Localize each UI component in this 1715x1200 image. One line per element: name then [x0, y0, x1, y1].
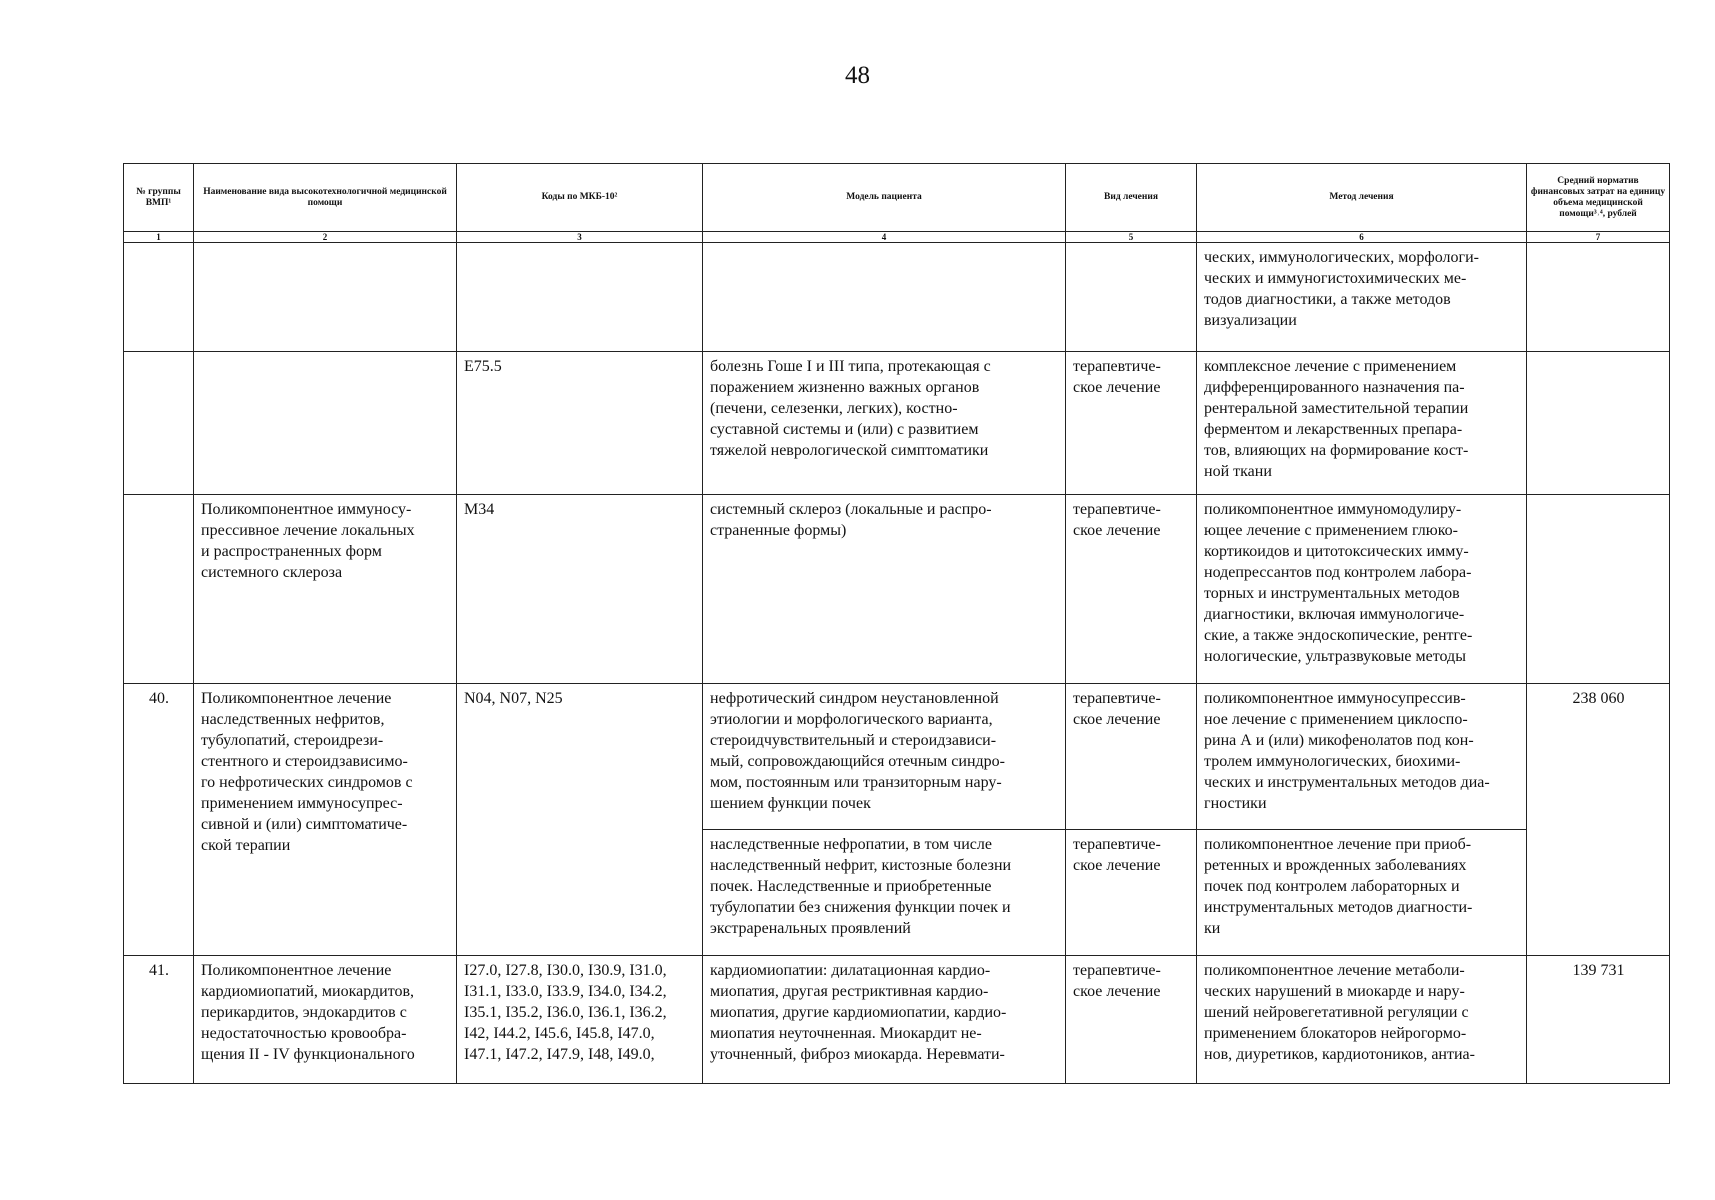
cost-cell	[1527, 243, 1670, 352]
treatment-method-cell: ческих, иммунологических, морфологи- ческих и иммуногистохимических ме- тодов диагностики, а также методов визуализации	[1197, 243, 1527, 352]
header-care-type: Наименование вида высокотехнологичной медицинской помощи	[194, 164, 457, 232]
group-number-cell: 40.	[124, 684, 194, 956]
column-number: 2	[194, 232, 457, 243]
column-number: 5	[1066, 232, 1197, 243]
treatment-type-cell: терапевтиче- ское лечение	[1066, 684, 1197, 830]
treatment-method-cell: поликомпонентное иммуномодулиру- ющее лечение с применением глюко- кортикоидов и цитотоксических имму- нодепрессантов под контролем лабора- торных и инструментальных методов диагностики, включая иммунологиче- ские, а также эндоскопические, рентге- нологические, ультразвуковые методы	[1197, 495, 1527, 684]
care-type-cell: Поликомпонентное лечение кардиомиопатий, миокардитов, перикардитов, эндокардитов с недостаточностью кровообра- щения II - IV функционального	[194, 956, 457, 1084]
icd-codes-cell: M34	[457, 495, 703, 684]
patient-model-cell: наследственные нефропатии, в том числе наследственный нефрит, кистозные болезни почек. Наследственные и приобретенные тубулопатии без снижения функции почек и экстраренальных проявлений	[703, 830, 1066, 956]
header-treatment-type: Вид лечения	[1066, 164, 1197, 232]
group-number-cell	[124, 243, 194, 352]
group-number-cell: 41.	[124, 956, 194, 1084]
icd-codes-cell	[457, 243, 703, 352]
header-cost-standard: Средний норматив финансовых затрат на единицу объема медицинской помощи³˒⁴, рублей	[1527, 164, 1670, 232]
header-treatment-method: Метод лечения	[1197, 164, 1527, 232]
table-row	[124, 243, 1670, 352]
icd-codes-cell: E75.5	[457, 352, 703, 495]
care-type-cell	[194, 352, 457, 495]
table-header-row	[124, 164, 1670, 232]
medical-care-table	[123, 163, 1670, 1084]
patient-model-cell: болезнь Гоше I и III типа, протекающая с поражением жизненно важных органов (печени, селезенки, легких), костно- суставной системы и (или) с развитием тяжелой неврологической симптоматики	[703, 352, 1066, 495]
table-row	[124, 495, 1670, 684]
patient-model-cell: кардиомиопатии: дилатационная кардио- миопатия, другая рестриктивная кардио- миопатия, другие кардиомиопатии, кардио- миопатия неуточненная. Миокардит не- уточненный, фиброз миокарда. Неревмати-	[703, 956, 1066, 1084]
column-number: 1	[124, 232, 194, 243]
column-number: 6	[1197, 232, 1527, 243]
page-number: 48	[845, 62, 870, 89]
treatment-type-cell: терапевтиче- ское лечение	[1066, 956, 1197, 1084]
care-type-cell: Поликомпонентное лечение наследственных нефритов, тубулопатий, стероидрези- стентного и стероидзависимо- го нефротических синдромов с применением иммуносупрес- сивной и (или) симптоматиче- ской терапии	[194, 684, 457, 956]
table-row	[124, 352, 1670, 495]
treatment-type-cell: терапевтиче- ское лечение	[1066, 495, 1197, 684]
cost-cell: 238 060	[1527, 684, 1670, 956]
treatment-method-cell: поликомпонентное иммуносупрессив- ное лечение с применением циклоспо- рина А и (или) микофенолатов под кон- тролем иммунологических, биохими- ческих и инструментальных методов диа- гностики	[1197, 684, 1527, 830]
column-number: 4	[703, 232, 1066, 243]
treatment-method-cell: комплексное лечение с применением дифференцированного назначения па- рентеральной заместительной терапии ферментом и лекарственных препара- тов, влияющих на формирование кост- ной ткани	[1197, 352, 1527, 495]
group-number-cell	[124, 495, 194, 684]
treatment-type-cell: терапевтиче- ское лечение	[1066, 830, 1197, 956]
cost-cell	[1527, 495, 1670, 684]
icd-codes-cell: N04, N07, N25	[457, 684, 703, 956]
treatment-method-cell: поликомпонентное лечение метаболи- ческих нарушений в миокарде и нару- шений нейровегетативной регуляции с применением блокаторов нейрогормо- нов, диуретиков, кардиотоников, антиа-	[1197, 956, 1527, 1084]
table-row	[124, 956, 1670, 1084]
header-group-number: № группы ВМП¹	[124, 164, 194, 232]
header-patient-model: Модель пациента	[703, 164, 1066, 232]
group-number-cell	[124, 352, 194, 495]
patient-model-cell	[703, 243, 1066, 352]
care-type-cell	[194, 243, 457, 352]
treatment-type-cell	[1066, 243, 1197, 352]
table-row	[124, 684, 1670, 830]
column-number: 3	[457, 232, 703, 243]
patient-model-cell: системный склероз (локальные и распро- страненные формы)	[703, 495, 1066, 684]
care-type-cell: Поликомпонентное иммуносу- прессивное лечение локальных и распространенных форм системного склероза	[194, 495, 457, 684]
patient-model-cell: нефротический синдром неустановленной этиологии и морфологического варианта, стероидчувствительный и стероидзависи- мый, сопровождающийся отечным синдро- мом, постоянным или транзиторным нару- шением функции почек	[703, 684, 1066, 830]
header-icd-codes: Коды по МКБ-10²	[457, 164, 703, 232]
column-number-row	[124, 232, 1670, 243]
icd-codes-cell: I27.0, I27.8, I30.0, I30.9, I31.0, I31.1, I33.0, I33.9, I34.0, I34.2, I35.1, I35.2, I36.0, I36.1, I36.2, I42, I44.2, I45.6, I45.8, I47.0, I47.1, I47.2, I47.9, I48, I49.0,	[457, 956, 703, 1084]
cost-cell: 139 731	[1527, 956, 1670, 1084]
column-number: 7	[1527, 232, 1670, 243]
treatment-type-cell: терапевтиче- ское лечение	[1066, 352, 1197, 495]
treatment-method-cell: поликомпонентное лечение при приоб- ретенных и врожденных заболеваниях почек под контролем лабораторных и инструментальных методов диагности- ки	[1197, 830, 1527, 956]
cost-cell	[1527, 352, 1670, 495]
